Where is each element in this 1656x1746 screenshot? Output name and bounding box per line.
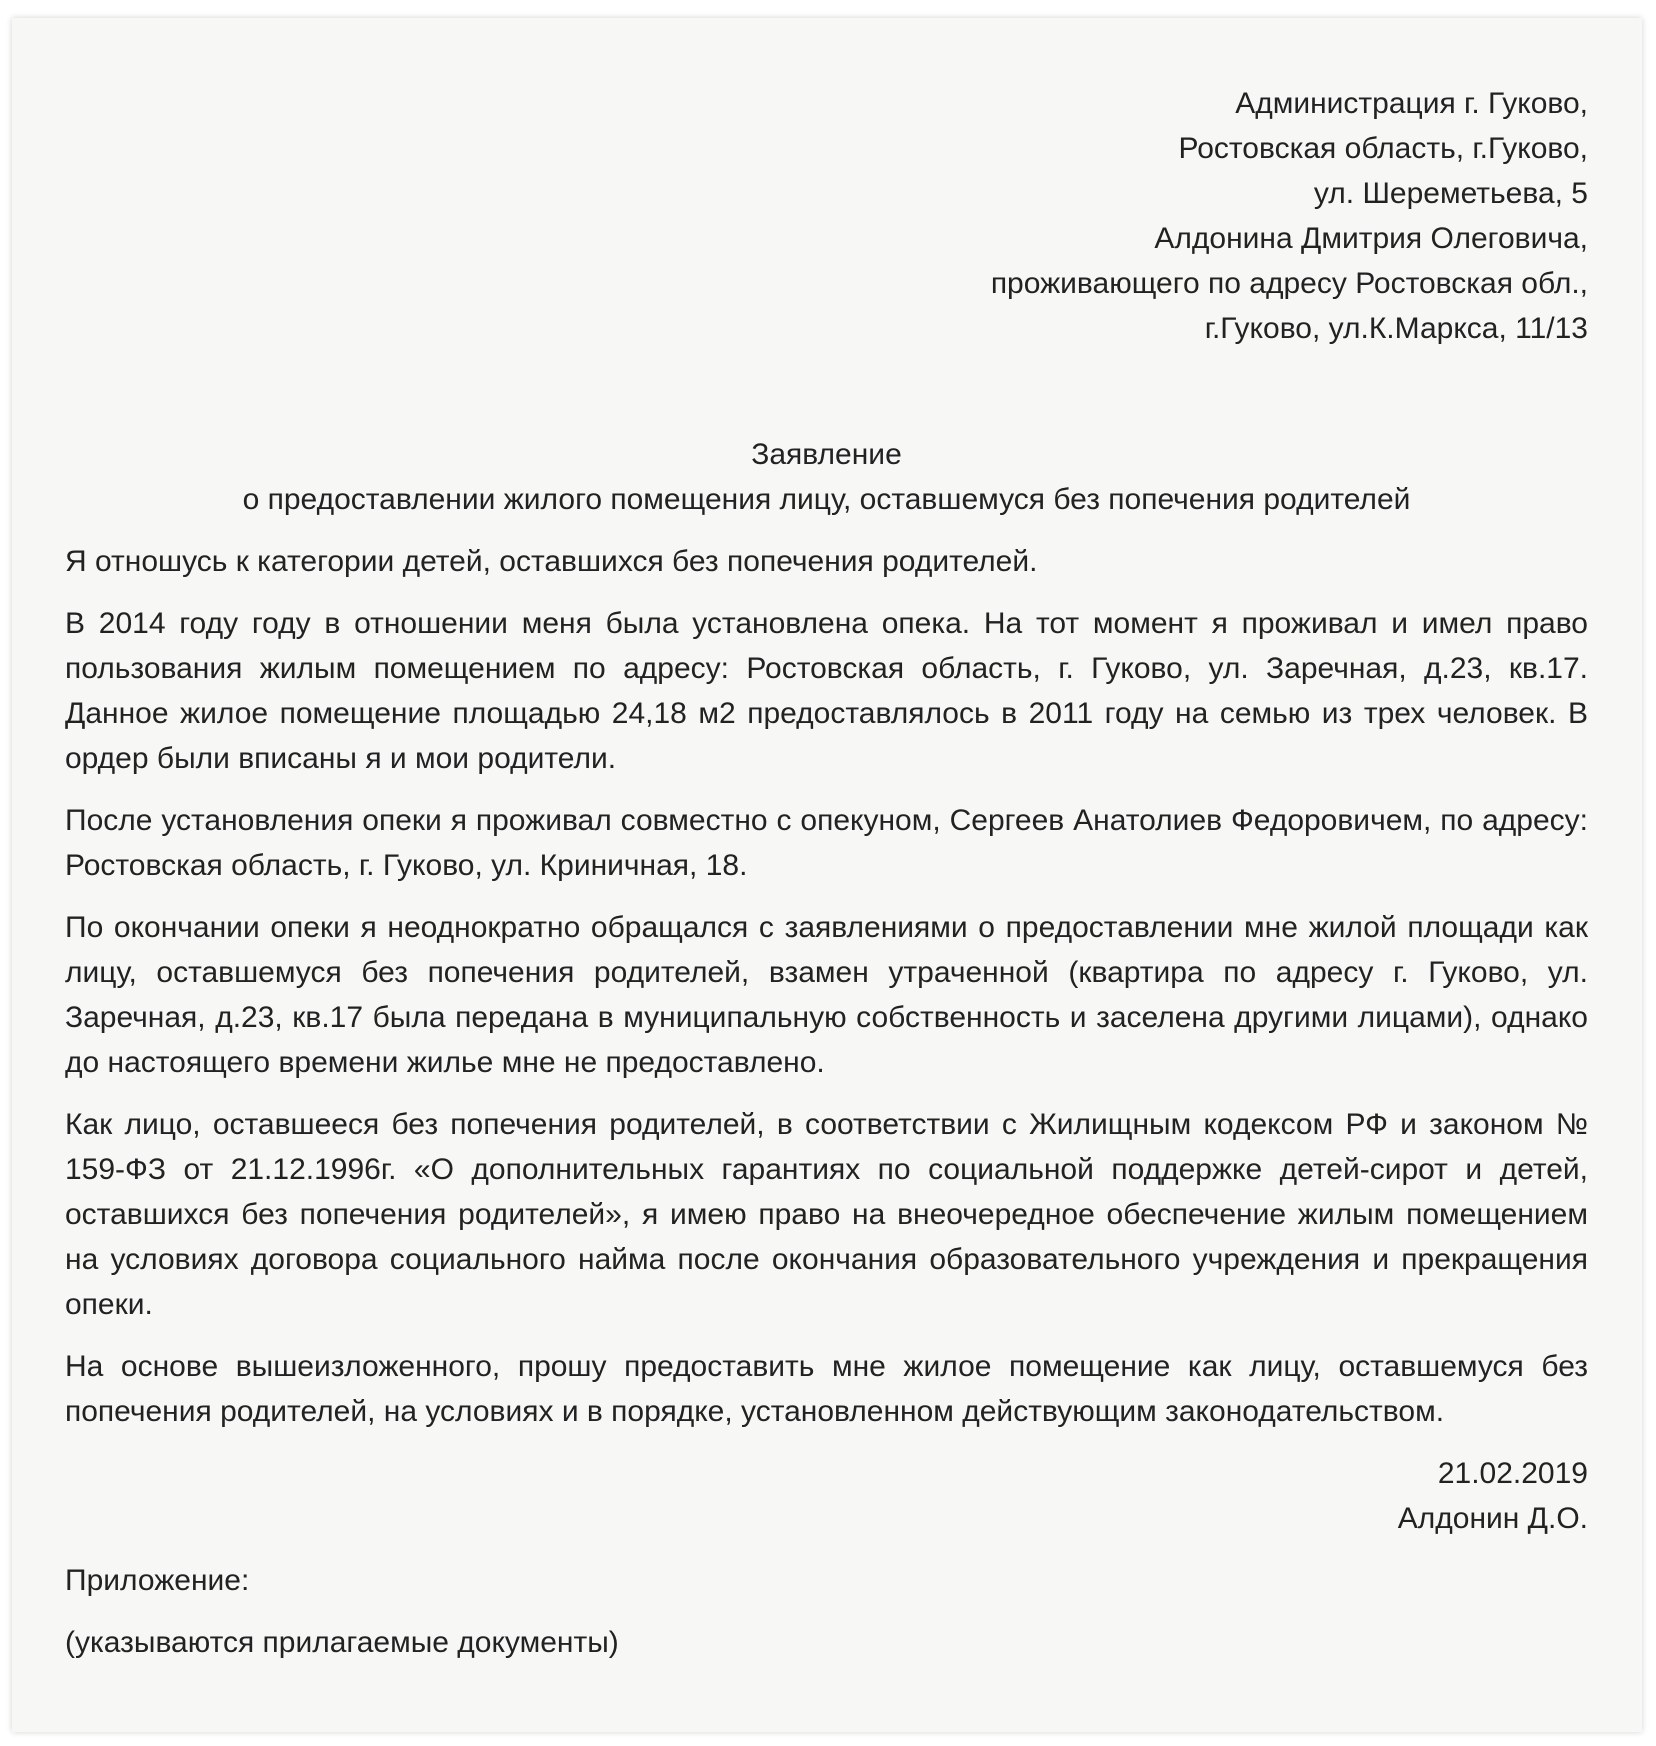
addressee-line: Администрация г. Гуково,	[1235, 87, 1588, 120]
addressee-line: Алдонина Дмитрия Олеговича,	[1154, 222, 1588, 255]
body-paragraph: После установления опеки я проживал совместно с опекуном, Сергеев Анатолиев Федоровичем, по адресу: Ростовская область, г. Гуково, ул. Криничная, 18.	[65, 804, 1588, 882]
addressee-line: Ростовская область, г.Гуково,	[1178, 132, 1588, 165]
body-paragraph: По окончании опеки я неоднократно обращался с заявлениями о предоставлении мне жилой площади как лицу, оставшемуся без попечения родителей, взамен утраченной (квартира по адресу г. Гуково, ул. Заречная, д.23, кв.17 была передана в муниципальную собственность и заселена другими лицами), однако до настоящего времени жилье мне не предоставлено.	[65, 911, 1588, 1079]
attachment-note: (указываются прилагаемые документы)	[65, 1626, 619, 1659]
body-paragraph: На основе вышеизложенного, прошу предоставить мне жилое помещение как лицу, оставшемуся без попечения родителей, на условиях и в порядке, установленном действующим законодательством.	[65, 1350, 1588, 1428]
title-heading: Заявление	[751, 438, 902, 471]
title-subheading: о предоставлении жилого помещения лицу, оставшемуся без попечения родителей	[242, 483, 1411, 516]
signature-block	[65, 1451, 1588, 1541]
document-title	[65, 432, 1588, 522]
body-paragraph: Я отношусь к категории детей, оставшихся без попечения родителей.	[65, 545, 1038, 578]
signature-date: 21.02.2019	[1437, 1457, 1588, 1490]
document-content	[65, 81, 1588, 1665]
signature-name: Алдонин Д.О.	[1397, 1502, 1588, 1535]
addressee-block	[65, 81, 1588, 351]
body-paragraph: В 2014 году году в отношении меня была установлена опека. На тот момент я проживал и имел право пользования жилым помещением по адресу: Ростовская область, г. Гуково, ул. Заречная, д.23, кв.17. Данное жилое помещение площадью 24,18 м2 предоставлялось в 2011 году на семью из трех человек. В ордер были вписаны я и мои родители.	[65, 607, 1588, 775]
body-paragraph: Как лицо, оставшееся без попечения родителей, в соответствии с Жилищным кодексом РФ и законом № 159-ФЗ от 21.12.1996г. «О дополнительных гарантиях по социальной поддержке детей-сирот и детей, оставшихся без попечения родителей», я имею право на внеочередное обеспечение жилым помещением на условиях договора социального найма после окончания образовательного учреждения и прекращения опеки.	[65, 1108, 1588, 1321]
addressee-line: проживающего по адресу Ростовская обл.,	[990, 267, 1588, 300]
addressee-line: г.Гуково, ул.К.Маркса, 11/13	[1204, 312, 1588, 345]
document-page	[12, 18, 1642, 1732]
attachment-label: Приложение:	[65, 1564, 250, 1597]
addressee-line: ул. Шереметьева, 5	[1313, 177, 1588, 210]
